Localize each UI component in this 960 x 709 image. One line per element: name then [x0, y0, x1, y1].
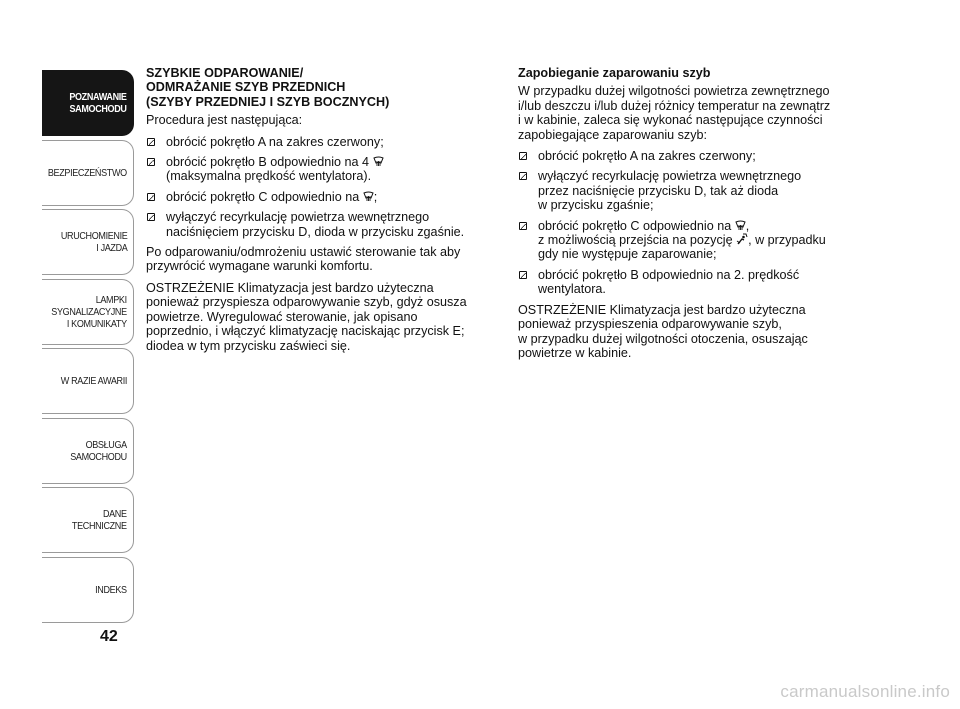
- list-item-text: , w przypadku gdy nie występuje zaparowanie;: [538, 233, 826, 262]
- list-item-text: obrócić pokrętło B odpowiednio na 2. prędkość wentylatora.: [538, 267, 800, 297]
- paragraph: Po odparowaniu/odmrożeniu ustawić sterowanie tak aby przywrócić wymagane warunki komfortu.: [146, 245, 461, 274]
- list-item-text: (maksymalna prędkość wentylatora).: [166, 169, 372, 184]
- list-item-text: wyłączyć recyrkulację powietrza wewnętrznego przez naciśnięcie przycisku D, tak aż dioda w przycisku zgaśnie;: [538, 169, 802, 213]
- tab-obsluga-samochodu[interactable]: [42, 418, 134, 484]
- checkbox-bullet-icon: [519, 152, 527, 160]
- tab-label: BEZPIECZEŃSTWO: [48, 166, 127, 179]
- windshield-defrost-icon: [363, 191, 374, 202]
- tab-label: POZNAWANIE SAMOCHODU: [69, 91, 127, 115]
- list-item-text: obrócić pokrętło B odpowiednio na 4: [166, 155, 373, 170]
- warning-paragraph: OSTRZEŻENIE Klimatyzacja jest bardzo użyteczna ponieważ przyspiesza odparowywanie szyb, gdyż osusza powietrze. Wyregulować sterowanie, jak opisano poprzednio, i włączyć klimatyzację naciskając przycisk E; diodea w tym przycisku zaświeci się.: [146, 280, 467, 353]
- checkbox-bullet-icon: [519, 271, 527, 279]
- tab-w-razie-awarii[interactable]: [42, 348, 134, 414]
- windshield-defrost-icon: [735, 220, 746, 231]
- list-item: [146, 135, 498, 149]
- checkbox-bullet-icon: [519, 222, 527, 230]
- tab-uruchomienie-i-jazda[interactable]: [42, 209, 134, 275]
- list-item: [518, 169, 878, 212]
- list-item: [518, 268, 878, 297]
- list-item-text: obrócić pokrętło A na zakres czerwony;: [166, 134, 384, 149]
- checkbox-bullet-icon: [147, 213, 155, 221]
- tab-lampki-sygnalizacyjne[interactable]: [42, 279, 134, 345]
- right-column: [518, 66, 878, 367]
- tab-label: LAMPKI SYGNALIZACYJNE I KOMUNIKATY: [51, 293, 127, 330]
- tab-label: DANE TECHNICZNE: [72, 508, 127, 532]
- tab-dane-techniczne[interactable]: [42, 487, 134, 553]
- left-column: [146, 66, 498, 360]
- procedure-list: [518, 149, 878, 297]
- procedure-list: [146, 135, 498, 239]
- list-item-text: obrócić pokrętło C odpowiednio na: [166, 189, 363, 204]
- list-item: [146, 210, 498, 239]
- warning-paragraph: OSTRZEŻENIE Klimatyzacja jest bardzo użyteczna ponieważ przyspieszenia odparowywanie szyb, w przypadku dużej wilgotności otoczenia, osuszając powietrze w kabinie.: [518, 302, 808, 360]
- tab-label: OBSŁUGA SAMOCHODU: [70, 438, 127, 463]
- feet-and-windshield-icon: [736, 233, 748, 245]
- tab-label: W RAZIE AWARII: [60, 375, 127, 387]
- list-item: [518, 149, 878, 163]
- section-heading: Zapobieganie zaparowaniu szyb: [518, 66, 711, 80]
- paragraph: W przypadku dużej wilgotności powietrza zewnętrznego i/lub deszczu i/lub dużej różnicy temperatur na zewnątrz i w kabinie, zaleca się wykonać następujące czynności zapobiegające zaparowaniu szyb:: [518, 84, 831, 142]
- tab-label: URUCHOMIENIE I JAZDA: [60, 230, 127, 254]
- tab-bezpieczenstwo[interactable]: [42, 140, 134, 206]
- list-item-text: ;: [373, 189, 378, 204]
- list-item-text: , z możliwością przejścia na pozycję: [538, 218, 750, 248]
- list-item: [146, 190, 498, 204]
- page-number: 42: [100, 628, 118, 645]
- chapter-tabs: [42, 70, 134, 626]
- checkbox-bullet-icon: [147, 193, 155, 201]
- list-item: [146, 155, 498, 184]
- checkbox-bullet-icon: [147, 138, 155, 146]
- checkbox-bullet-icon: [519, 172, 527, 180]
- procedure-intro: Procedura jest następująca:: [146, 113, 303, 128]
- watermark: carmanualsonline.info: [780, 682, 950, 701]
- list-item-text: wyłączyć recyrkulację powietrza wewnętrznego naciśnięciem przycisku D, dioda w przycisku zgaśnie.: [166, 210, 465, 239]
- tab-poznawanie-samochodu[interactable]: [42, 70, 134, 136]
- section-heading: SZYBKIE ODPAROWANIE/ ODMRAŻANIE SZYB PRZEDNICH (SZYBY PRZEDNIEJ I SZYB BOCZNYCH): [146, 66, 390, 109]
- list-item-text: obrócić pokrętło A na zakres czerwony;: [538, 149, 756, 164]
- windshield-defrost-icon: [373, 156, 384, 167]
- tab-label: INDEKS: [95, 583, 127, 596]
- checkbox-bullet-icon: [147, 158, 155, 166]
- tab-indeks[interactable]: [42, 557, 134, 623]
- list-item-text: obrócić pokrętło C odpowiednio na: [538, 218, 735, 233]
- list-item: [518, 219, 878, 262]
